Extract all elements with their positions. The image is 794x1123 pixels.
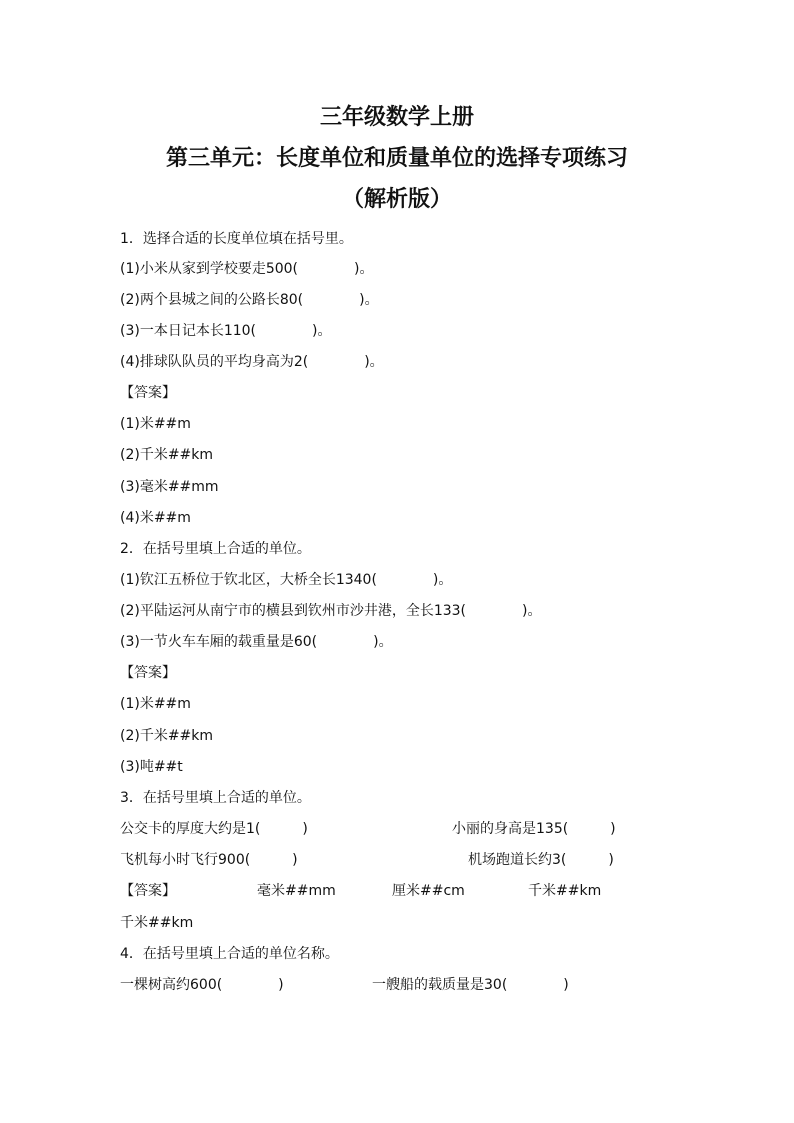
q2-answer-1: (1)米##m (120, 696, 191, 712)
document-edition: （解析版） (341, 187, 452, 212)
q1-answer-2: (2)千米##km (120, 447, 214, 463)
q2-item-1: (1)钦江五桥位于钦北区，大桥全长1340( )。 (120, 572, 453, 588)
q1-answer-3: (3)毫米##mm (120, 479, 219, 495)
q2-answer-2: (2)千米##km (120, 728, 214, 744)
q3-answer-2: 厘米##cm (392, 883, 465, 899)
q3-item-1: 公交卡的厚度大约是1( ) (120, 821, 308, 837)
q2-item-3: (3)一节火车车厢的载重量是60( )。 (120, 634, 393, 650)
q1-item-2: (2)两个县城之间的公路长80( )。 (120, 292, 379, 308)
q3-answer-3: 千米##km (528, 883, 602, 899)
q1-answer-1: (1)米##m (120, 416, 191, 432)
q2-item-2: (2)平陆运河从南宁市的横县到钦州市沙井港，全长133( )。 (120, 603, 542, 619)
q3-item-2: 小丽的身高是135( ) (452, 821, 616, 837)
q1-stem: 1．选择合适的长度单位填在括号里。 (120, 231, 353, 247)
q3-item-3: 飞机每小时飞行900( ) (120, 852, 298, 868)
q1-answer-label: 【答案】 (120, 385, 176, 401)
q1-item-1: (1)小米从家到学校要走500( )。 (120, 261, 374, 277)
q1-item-4: (4)排球队队员的平均身高为2( )。 (120, 354, 384, 370)
q2-stem: 2．在括号里填上合适的单位。 (120, 541, 311, 557)
q2-answer-label: 【答案】 (120, 665, 176, 681)
q4-stem: 4．在括号里填上合适的单位名称。 (120, 946, 339, 962)
q2-answer-3: (3)吨##t (120, 759, 183, 775)
q4-item-1: 一棵树高约600( ) (120, 977, 284, 993)
q3-item-4: 机场跑道长约3( ) (468, 852, 614, 868)
q3-answer-4: 千米##km (120, 915, 194, 931)
q1-answer-4: (4)米##m (120, 510, 191, 526)
document-title: 三年级数学上册 (319, 105, 474, 130)
q3-answer-label: 【答案】 (120, 883, 176, 899)
q4-item-2: 一艘船的载质量是30( ) (372, 977, 569, 993)
document-subtitle: 第三单元：长度单位和质量单位的选择专项练习 (165, 146, 628, 171)
q3-answer-1: 毫米##mm (257, 883, 336, 899)
q3-stem: 3．在括号里填上合适的单位。 (120, 790, 311, 806)
q1-item-3: (3)一本日记本长110( )。 (120, 323, 332, 339)
